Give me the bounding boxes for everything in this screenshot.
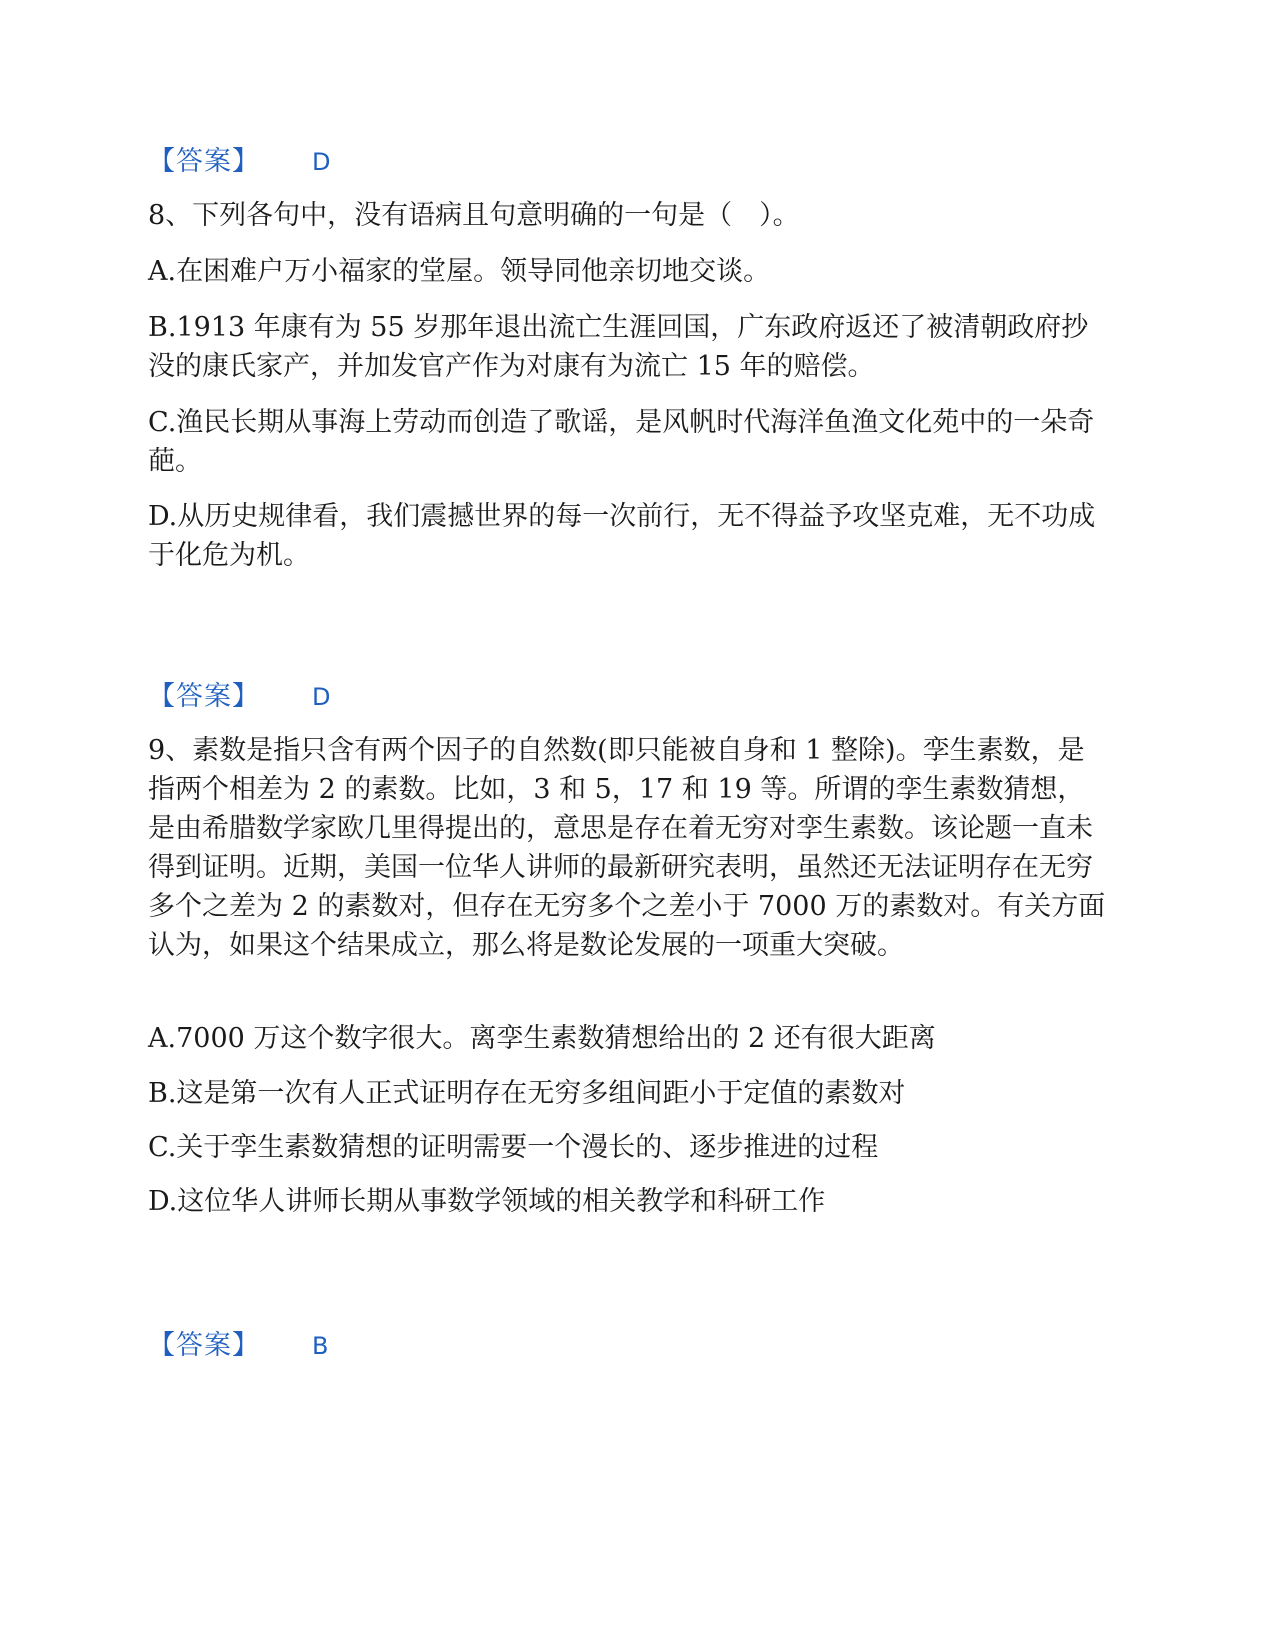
question-9 <box>148 731 1108 965</box>
option-text: B.1913 年康有为 55 岁那年退出流亡生涯回国，广东政府返还了被清朝政府抄没的康氏家产，并加发官产作为对康有为流亡 15 年的赔偿。 <box>148 312 1089 382</box>
answer-line <box>148 677 330 717</box>
option-b <box>148 308 1108 386</box>
option-d <box>148 1182 1108 1221</box>
option-text: C.关于孪生素数猜想的证明需要一个漫长的、逐步推进的过程 <box>148 1132 879 1163</box>
option-text: D.从历史规律看，我们震撼世界的每一次前行，无不得益予攻坚克难，无不功成于化危为机。 <box>148 501 1096 571</box>
option-text: A.7000 万这个数字很大。离孪生素数猜想给出的 2 还有很大距离 <box>148 1023 936 1054</box>
option-text: A.在困难户万小福家的堂屋。领导同他亲切地交谈。 <box>148 256 771 287</box>
option-d <box>148 497 1108 575</box>
option-c <box>148 403 1108 481</box>
answer-value: B <box>312 1332 329 1360</box>
option-b <box>148 1074 1108 1113</box>
answer-value: D <box>312 683 331 711</box>
option-text: D.这位华人讲师长期从事数学领域的相关教学和科研工作 <box>148 1186 826 1217</box>
question-8 <box>148 196 1108 235</box>
option-a <box>148 252 1108 291</box>
answer-label: 【答案】 <box>148 681 260 712</box>
option-c <box>148 1128 1108 1167</box>
answer-label: 【答案】 <box>148 1330 260 1361</box>
answer-value: D <box>312 148 331 176</box>
answer-label: 【答案】 <box>148 146 260 177</box>
answer-line <box>148 1326 328 1366</box>
option-text: B.这是第一次有人正式证明存在无穷多组间距小于定值的素数对 <box>148 1078 906 1109</box>
answer-line <box>148 142 330 182</box>
question-stem: 9、素数是指只含有两个因子的自然数(即只能被自身和 1 整除)。孪生素数，是指两个相差为 2 的素数。比如，3 和 5，17 和 19 等。所谓的孪生素数猜想，是由希腊数学家欧几里得提出的，意思是存在着无穷对孪生素数。该论题一直未得到证明。近期，美国一位华人讲师的最新研究表明，虽然还无法证明存在无穷多个之差为 2 的素数对，但存在无穷多个之差小于 7000 万的素数对。有关方面认为，如果这个结果成立，那么将是数论发展的一项重大突破。 <box>148 735 1106 961</box>
option-a <box>148 1019 1108 1058</box>
question-stem: 8、下列各句中，没有语病且句意明确的一句是（ ）。 <box>148 200 800 231</box>
option-text: C.渔民长期从事海上劳动而创造了歌谣，是风帆时代海洋鱼渔文化苑中的一朵奇葩。 <box>148 407 1095 477</box>
